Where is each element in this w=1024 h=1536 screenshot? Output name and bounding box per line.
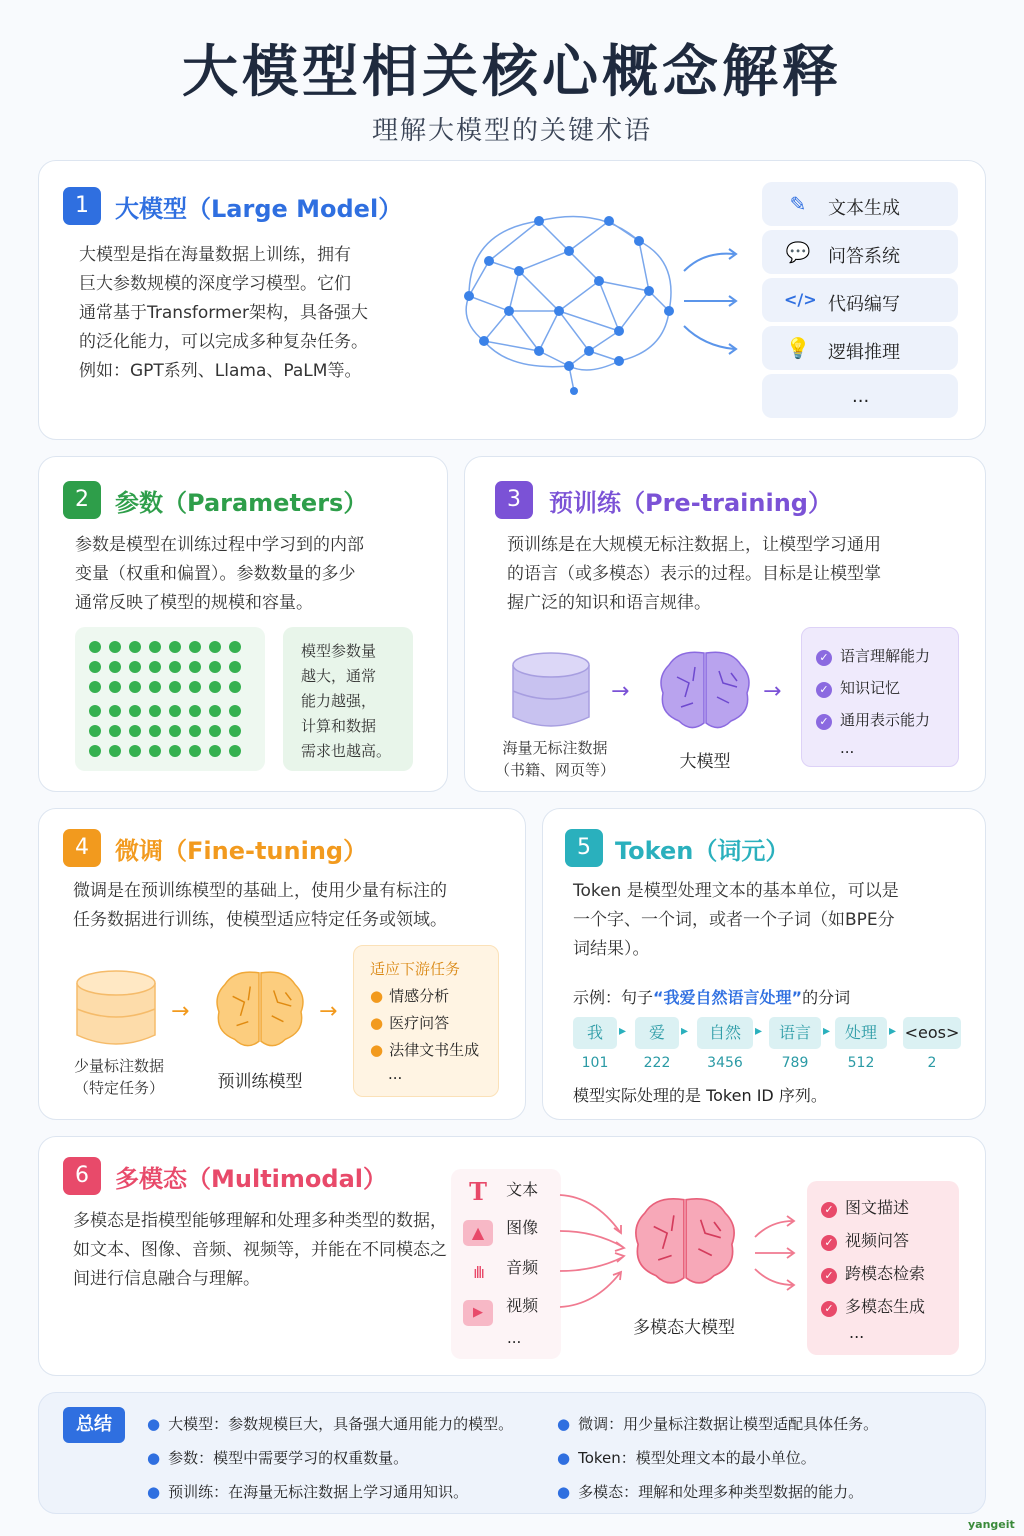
check-icon: ✓ (821, 1235, 837, 1251)
app-item: ✓ 视频问答 (821, 1224, 959, 1257)
page-title: 大模型相关核心概念解释 (182, 40, 842, 105)
arrow-right-icon: ▸ (755, 1023, 763, 1039)
brain-icon (657, 647, 753, 733)
token-chip: 处理 (835, 1017, 887, 1049)
database-icon (511, 651, 591, 731)
summary-item: ● 预训练：在海量无标注数据上学习通用知识。 (147, 1483, 469, 1501)
section-title: 微调（Fine-tuning） (115, 837, 368, 865)
token-chip: 自然 (697, 1017, 753, 1049)
section-finetuning (38, 808, 526, 1120)
modality-item: ▶ 视频 (463, 1293, 538, 1323)
section-description: 微调是在预训练模型的基础上，使用少量有标注的 任务数据进行训练，使模型适应特定任务或领域。 (73, 881, 447, 930)
summary-panel (38, 1392, 986, 1514)
flow-arrows (679, 246, 749, 366)
summary-item: ● 大模型：参数规模巨大，具备强大通用能力的模型。 (147, 1415, 514, 1433)
outcome-item: ✓ 通用表示能力 (816, 704, 958, 736)
section-number: 1 (63, 187, 101, 225)
section-title: 参数（Parameters） (115, 489, 368, 517)
app-item: ✓ 跨模态检索 (821, 1257, 959, 1290)
outcome-item: ✓ 知识记忆 (816, 672, 958, 704)
brain-network-icon (449, 201, 699, 401)
pretrain-outcomes: ✓ 语言理解能力 ✓ 知识记忆 ✓ 通用表示能力 ... (801, 627, 959, 767)
summary-item: ● 参数：模型中需要学习的权重数量。 (147, 1449, 409, 1467)
video-play-icon: ▶ (463, 1300, 493, 1326)
check-icon: ✓ (821, 1268, 837, 1284)
pretrain-model-label: 大模型 (679, 752, 731, 772)
text-T-icon: T (469, 1177, 487, 1206)
summary-item: ● 微调：用少量标注数据让模型适配具体任务。 (557, 1415, 879, 1433)
section-token (542, 808, 986, 1120)
summary-label: 总结 (63, 1407, 125, 1443)
check-icon: ✓ (821, 1301, 837, 1317)
multimodal-model-label: 多模态大模型 (633, 1318, 735, 1338)
token-id: 222 (643, 1055, 671, 1071)
pretrain-data-label: 海量无标注数据 （书籍、网页等） (495, 739, 616, 779)
section-number: 4 (63, 829, 101, 867)
arrow-right-icon: → (319, 999, 338, 1024)
summary-item: ● 多模态：理解和处理多种类型数据的能力。 (557, 1483, 864, 1501)
modality-item: ıllı 音频 (463, 1255, 538, 1285)
pencil-icon: ✎ (789, 192, 807, 216)
audio-wave-icon: ıllı (473, 1263, 483, 1282)
section-title: 多模态（Multimodal） (115, 1165, 387, 1193)
capability-text-generation: ✎ 文本生成 (762, 182, 958, 226)
downstream-tasks: 适应下游任务 ● 情感分析 ● 医疗问答 ● 法律文书生成 ... (353, 945, 499, 1097)
check-icon: ✓ (816, 650, 832, 666)
section-description: 多模态是指模型能够理解和处理多种类型的数据， 如文本、图像、音频、视频等，并能在不同模态之 间进行信息融合与理解。 (73, 1211, 447, 1289)
section-description: 大模型是指在海量数据上训练，拥有 巨大参数规模的深度学习模型。它们 通常基于Transformer架构，具备强大 的泛化能力，可以完成多种复杂任务。 例如：GPT系列、Llama、PaLM等。 (79, 245, 369, 381)
finetune-data-label: 少量标注数据 （特定任务） (73, 1057, 164, 1097)
token-id: 3456 (707, 1055, 743, 1071)
chat-bubble-icon: 💬 (785, 240, 811, 264)
modality-item: T 文本 (463, 1177, 538, 1207)
section-description: 参数是模型在训练过程中学习到的内部 变量（权重和偏置）。参数数量的多少 通常反映了模型的规模和容量。 (75, 535, 364, 613)
token-chip: <eos> (903, 1017, 961, 1049)
token-chip: 我 (573, 1017, 617, 1049)
capability-qa: 💬 问答系统 (762, 230, 958, 274)
section-number: 5 (565, 829, 603, 867)
brain-icon (631, 1193, 739, 1289)
diverging-arrows (751, 1207, 801, 1297)
page-subtitle: 理解大模型的关键术语 (371, 116, 652, 146)
arrow-right-icon: ▸ (681, 1023, 689, 1039)
section-description: 预训练是在大规模无标注数据上，让模型学习通用 的语言（或多模态）表示的过程。目标是让模型掌 握广泛的知识和语言规律。 (507, 535, 881, 613)
section-description: Token 是模型处理文本的基本单位，可以是 一个字、一个词，或者一个子词（如BPE分 词结果）。 (573, 881, 899, 959)
check-icon: ✓ (821, 1202, 837, 1218)
code-icon: </> (784, 290, 817, 309)
parameter-note: 模型参数量 越大，通常 能力越强， 计算和数据 需求也越高。 (283, 627, 413, 771)
section-title: Token（词元） (615, 837, 790, 865)
finetune-model-label: 预训练模型 (217, 1072, 303, 1092)
task-item: ● 法律文书生成 (370, 1041, 480, 1059)
modality-item: ▲ 图像 (463, 1215, 538, 1245)
capability-code: </> 代码编写 (762, 278, 958, 322)
token-id: 512 (847, 1055, 875, 1071)
arrow-right-icon: → (763, 679, 782, 704)
image-icon: ▲ (463, 1220, 493, 1246)
brain-icon (213, 967, 307, 1051)
modality-list: T 文本 ▲ 图像 ıllı 音频 ▶ 视频 ... (451, 1169, 561, 1359)
capability-more: ... (762, 374, 958, 418)
section-parameters (38, 456, 448, 792)
arrow-right-icon: ▸ (823, 1023, 831, 1039)
tasks-title: 适应下游任务 (370, 960, 461, 978)
token-id: 2 (927, 1055, 937, 1071)
token-footer: 模型实际处理的是 Token ID 序列。 (573, 1086, 827, 1105)
token-chip: 语言 (769, 1017, 821, 1049)
watermark: yangeit (968, 1518, 1015, 1531)
task-item: ● 情感分析 (370, 987, 450, 1005)
token-id: 101 (581, 1055, 609, 1071)
parameter-dot-grid (75, 627, 265, 771)
token-example-caption: 示例：句子“我爱自然语言处理”的分词 (573, 988, 851, 1007)
database-icon (75, 969, 157, 1049)
section-pretraining (464, 456, 986, 792)
capability-reasoning: 💡 逻辑推理 (762, 326, 958, 370)
task-item: ● 医疗问答 (370, 1014, 450, 1032)
section-number: 6 (63, 1157, 101, 1195)
section-number: 3 (495, 481, 533, 519)
arrow-right-icon: ▸ (619, 1023, 627, 1039)
token-chip: 爱 (635, 1017, 679, 1049)
section-number: 2 (63, 481, 101, 519)
multimodal-applications: ✓ 图文描述 ✓ 视频问答 ✓ 跨模态检索 ✓ 多模态生成 ... (807, 1181, 959, 1355)
outcome-item: ✓ 语言理解能力 (816, 640, 958, 672)
lightbulb-icon: 💡 (785, 336, 811, 360)
arrow-right-icon: ▸ (889, 1023, 897, 1039)
arrow-right-icon: → (171, 999, 190, 1024)
section-multimodal (38, 1136, 986, 1376)
check-icon: ✓ (816, 682, 832, 698)
arrow-right-icon: → (611, 679, 630, 704)
converging-arrows (555, 1187, 635, 1317)
section-title: 大模型（Large Model） (115, 195, 403, 223)
section-title: 预训练（Pre-training） (549, 489, 832, 517)
token-id: 789 (781, 1055, 809, 1071)
summary-item: ● Token：模型处理文本的最小单位。 (557, 1449, 816, 1467)
check-icon: ✓ (816, 714, 832, 730)
app-item: ✓ 多模态生成 (821, 1290, 959, 1323)
app-item: ✓ 图文描述 (821, 1191, 959, 1224)
